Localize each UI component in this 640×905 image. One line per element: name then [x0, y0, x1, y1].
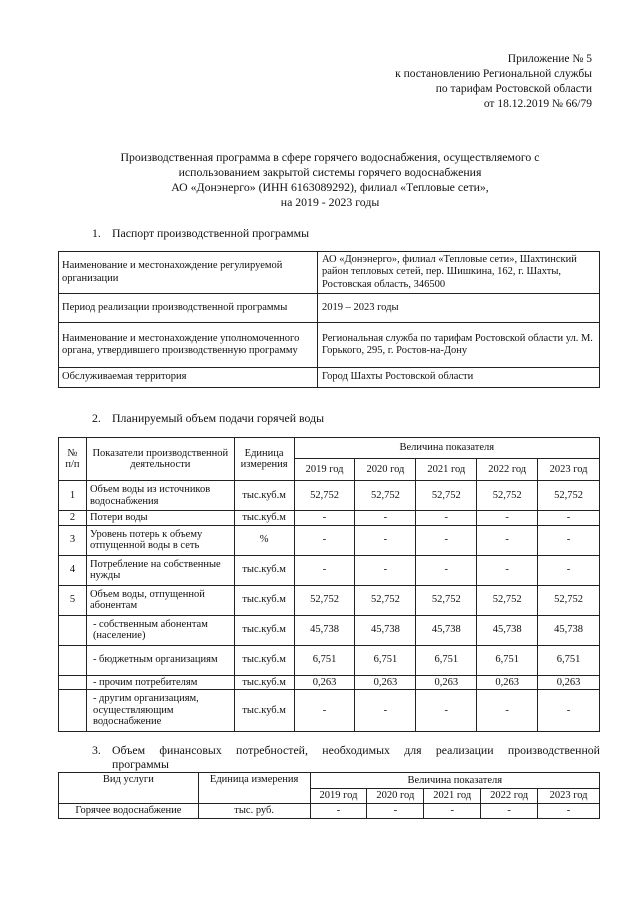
- header-year: 2021 год: [424, 789, 481, 804]
- header-year: 2019 год: [294, 459, 355, 481]
- header-value: Величина показателя: [294, 438, 599, 459]
- row-value: 6,751: [355, 645, 416, 675]
- finance-table: [58, 772, 600, 819]
- table-row: [59, 615, 600, 645]
- row-unit: тыс.куб.м: [234, 645, 294, 675]
- row-value: -: [355, 690, 416, 732]
- passport-value: 2019 – 2023 годы: [318, 294, 600, 323]
- annex-line: Приложение № 5: [507, 53, 592, 65]
- table-row: [59, 555, 600, 585]
- row-value: 6,751: [477, 645, 538, 675]
- row-value: 0,263: [538, 675, 600, 690]
- row-name: - собственным абонентам (население): [86, 615, 234, 645]
- section-title: Объем финансовых потребностей, необходимых для реализации производственной: [112, 743, 600, 757]
- table-row: [59, 585, 600, 615]
- title-line: АО «Донэнерго» (ИНН 6163089292), филиал «Тепловые сети»,: [171, 180, 489, 194]
- table-row: [59, 804, 600, 819]
- passport-label: Наименование и местонахождение уполномоченного органа, утвердившего производственную программу: [59, 323, 318, 368]
- row-value: 6,751: [416, 645, 477, 675]
- table-row: [59, 481, 600, 511]
- row-value: 52,752: [477, 481, 538, 511]
- section-title: Паспорт производственной программы: [112, 226, 310, 240]
- row-value: -: [538, 804, 600, 819]
- header-year: 2021 год: [416, 459, 477, 481]
- row-name: Потери воды: [86, 511, 234, 526]
- row-name: Уровень потерь к объему отпущенной воды в сеть: [86, 525, 234, 555]
- table-header-row: [59, 438, 600, 459]
- row-num: [59, 645, 87, 675]
- section-3-heading: [92, 743, 600, 757]
- row-value: 52,752: [538, 585, 600, 615]
- header-service: Вид услуги: [59, 773, 199, 804]
- passport-label: Обслуживаемая территория: [59, 368, 318, 388]
- row-unit: тыс.куб.м: [234, 675, 294, 690]
- section-title: Планируемый объем подачи горячей воды: [112, 411, 325, 425]
- row-value: -: [416, 525, 477, 555]
- annex-line: от 18.12.2019 № 66/79: [483, 98, 592, 110]
- row-value: -: [538, 555, 600, 585]
- row-value: 6,751: [538, 645, 600, 675]
- row-value: -: [294, 525, 355, 555]
- table-row: [59, 294, 600, 323]
- title-line: Производственная программа в сфере горячего водоснабжения, осуществляемого с: [120, 150, 540, 164]
- row-value: 45,738: [416, 615, 477, 645]
- passport-value: Город Шахты Ростовской области: [318, 368, 600, 388]
- passport-table: [58, 251, 600, 388]
- row-name: - бюджетным организациям: [86, 645, 234, 675]
- row-value: -: [310, 804, 367, 819]
- header-year: 2019 год: [310, 789, 367, 804]
- annex-header: [395, 52, 592, 112]
- row-unit: тыс.куб.м: [234, 615, 294, 645]
- table-row: [59, 690, 600, 732]
- document-title: [60, 150, 600, 210]
- table-row: [59, 675, 600, 690]
- row-unit: тыс. руб.: [198, 804, 310, 819]
- row-num: 4: [59, 555, 87, 585]
- row-num: [59, 690, 87, 732]
- row-service: Горячее водоснабжение: [59, 804, 199, 819]
- header-year: 2023 год: [538, 459, 600, 481]
- passport-label: Наименование и местонахождение регулируемой организации: [59, 252, 318, 294]
- row-value: -: [416, 511, 477, 526]
- row-value: -: [477, 511, 538, 526]
- title-line: на 2019 - 2023 годы: [280, 195, 380, 209]
- passport-value: Региональная служба по тарифам Ростовской области ул. М. Горького, 295, г. Ростов-на-Дону: [318, 323, 600, 368]
- header-unit: Единица измерения: [198, 773, 310, 804]
- section-1-heading: [92, 226, 309, 241]
- volume-table: [58, 437, 600, 732]
- row-value: -: [538, 690, 600, 732]
- row-value: 45,738: [477, 615, 538, 645]
- header-value: Величина показателя: [310, 773, 599, 789]
- row-value: 0,263: [355, 675, 416, 690]
- row-unit: тыс.куб.м: [234, 585, 294, 615]
- row-value: 52,752: [416, 481, 477, 511]
- row-value: -: [424, 804, 481, 819]
- row-value: 6,751: [294, 645, 355, 675]
- row-num: 5: [59, 585, 87, 615]
- row-value: -: [355, 511, 416, 526]
- row-num: [59, 675, 87, 690]
- passport-label: Период реализации производственной программы: [59, 294, 318, 323]
- passport-value: АО «Донэнерго», филиал «Тепловые сети», Шахтинский район тепловых сетей, пер. Шишкина, 162, г. Шахты, Ростовская область, 346500: [318, 252, 600, 294]
- row-value: -: [416, 690, 477, 732]
- header-indicator: Показатели производственной деятельности: [86, 438, 234, 481]
- row-name: Объем воды из источников водоснабжения: [86, 481, 234, 511]
- row-num: 1: [59, 481, 87, 511]
- row-value: 52,752: [294, 481, 355, 511]
- header-year: 2023 год: [538, 789, 600, 804]
- header-year: 2020 год: [355, 459, 416, 481]
- row-value: -: [538, 511, 600, 526]
- row-value: 52,752: [538, 481, 600, 511]
- table-row: [59, 645, 600, 675]
- row-unit: тыс.куб.м: [234, 511, 294, 526]
- header-num: № п/п: [59, 438, 87, 481]
- row-unit: %: [234, 525, 294, 555]
- row-value: 52,752: [355, 585, 416, 615]
- section-number: 1.: [92, 226, 101, 240]
- row-value: -: [416, 555, 477, 585]
- row-unit: тыс.куб.м: [234, 481, 294, 511]
- section-2-heading: [92, 411, 324, 426]
- row-unit: тыс.куб.м: [234, 690, 294, 732]
- row-value: -: [355, 525, 416, 555]
- header-year: 2022 год: [481, 789, 538, 804]
- row-value: 0,263: [477, 675, 538, 690]
- row-name: Потребление на собственные нужды: [86, 555, 234, 585]
- annex-line: по тарифам Ростовской области: [435, 83, 592, 95]
- row-value: -: [538, 525, 600, 555]
- row-value: -: [477, 690, 538, 732]
- section-3-heading-cont: программы: [112, 757, 169, 771]
- title-line: использованием закрытой системы горячего водоснабжения: [178, 165, 482, 179]
- row-value: -: [355, 555, 416, 585]
- row-value: 52,752: [355, 481, 416, 511]
- table-header-row: [59, 773, 600, 789]
- table-row: [59, 525, 600, 555]
- row-name: - другим организациям, осуществляющим водоснабжение: [86, 690, 234, 732]
- row-num: [59, 615, 87, 645]
- table-row: [59, 323, 600, 368]
- row-value: 0,263: [294, 675, 355, 690]
- row-unit: тыс.куб.м: [234, 555, 294, 585]
- row-value: 45,738: [355, 615, 416, 645]
- row-value: -: [367, 804, 424, 819]
- row-value: -: [294, 511, 355, 526]
- section-number: 2.: [92, 411, 101, 425]
- row-value: 52,752: [416, 585, 477, 615]
- header-year: 2022 год: [477, 459, 538, 481]
- row-value: -: [294, 555, 355, 585]
- annex-line: к постановлению Региональной службы: [395, 68, 592, 80]
- row-value: -: [294, 690, 355, 732]
- section-number: 3.: [92, 743, 101, 757]
- row-name: Объем воды, отпущенной абонентам: [86, 585, 234, 615]
- row-num: 2: [59, 511, 87, 526]
- table-row: [59, 252, 600, 294]
- table-row: [59, 368, 600, 388]
- row-value: -: [477, 555, 538, 585]
- row-value: 45,738: [294, 615, 355, 645]
- row-value: 52,752: [294, 585, 355, 615]
- header-year: 2020 год: [367, 789, 424, 804]
- row-value: 0,263: [416, 675, 477, 690]
- row-value: 45,738: [538, 615, 600, 645]
- row-value: 52,752: [477, 585, 538, 615]
- row-value: -: [481, 804, 538, 819]
- row-name: - прочим потребителям: [86, 675, 234, 690]
- row-num: 3: [59, 525, 87, 555]
- header-unit: Единица измерения: [234, 438, 294, 481]
- table-row: [59, 511, 600, 526]
- row-value: -: [477, 525, 538, 555]
